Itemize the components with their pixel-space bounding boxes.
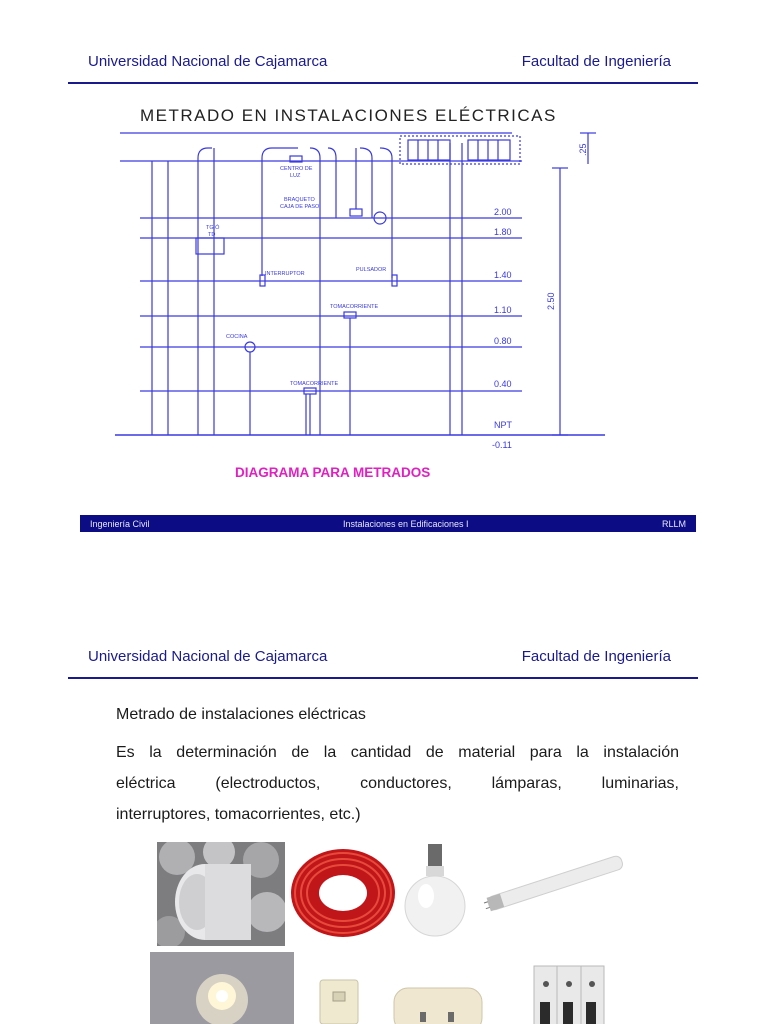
svg-text:PULSADOR: PULSADOR [356,267,387,273]
dimension-top: .25 [578,143,588,156]
header-rule [68,82,698,84]
definition-line-3: interruptores, tomacorrientes, etc.) [116,806,361,823]
header-rule [68,677,698,679]
svg-text:TD: TD [208,232,216,238]
level-label: 0.80 [494,336,512,346]
faculty-name: Facultad de Ingeniería [521,648,671,665]
svg-text:TOMACORRIENTE: TOMACORRIENTE [330,304,379,310]
svg-text:LUZ: LUZ [290,173,301,179]
footer-course: Ingeniería Civil [90,518,150,529]
circuit-breaker-image [530,962,608,1024]
svg-text:TOMACORRIENTE: TOMACORRIENTE [290,381,339,387]
outlet-image [390,986,486,1024]
fluorescent-tube-image [481,844,629,920]
electrical-diagram [110,128,610,500]
svg-text:CAJA DE PASO: CAJA DE PASO [280,204,320,210]
faculty-name: Facultad de Ingeniería [521,53,671,70]
red-cable-coil-image [289,847,397,939]
luminaire-image [150,952,294,1024]
definition-line-1: Es la determinación de la cantidad de material para la instalación [116,744,679,761]
section-subtitle: Metrado de instalaciones eléctricas [116,706,366,723]
svg-text:CENTRO DE: CENTRO DE [280,166,313,172]
slide2-header [88,648,671,665]
slide1-footer [80,515,696,532]
svg-text:INTERRUPTOR: INTERRUPTOR [265,271,305,277]
level-label: NPT [494,420,512,430]
level-label: 1.40 [494,270,512,280]
level-label: 1.10 [494,305,512,315]
definition-line-2: eléctrica (electroductos, conductores, lámparas, luminarias, [116,775,679,792]
level-label: -0.11 [492,440,512,450]
university-name: Universidad Nacional de Cajamarca [88,53,328,70]
level-label: 0.40 [494,379,512,389]
footer-subject: Instalaciones en Edificaciones I [342,518,469,529]
footer-author: RLLM [661,518,686,529]
diagram-caption: DIAGRAMA PARA METRADOS [235,465,431,480]
university-name: Universidad Nacional de Cajamarca [88,648,328,665]
light-bulb-image [402,840,468,942]
pvc-conduit-image [157,842,285,946]
svg-text:TG Ó: TG Ó [206,225,220,231]
slide-title: METRADO EN INSTALACIONES ELÉCTRICAS [140,106,557,125]
level-label: 2.00 [494,207,512,217]
slide1-header [88,53,671,70]
svg-text:BRAQUETO: BRAQUETO [284,197,315,203]
switch-image [318,978,360,1024]
dimension-height: 2.50 [546,292,556,310]
level-label: 1.80 [494,227,512,237]
svg-text:COCINA: COCINA [226,334,248,340]
